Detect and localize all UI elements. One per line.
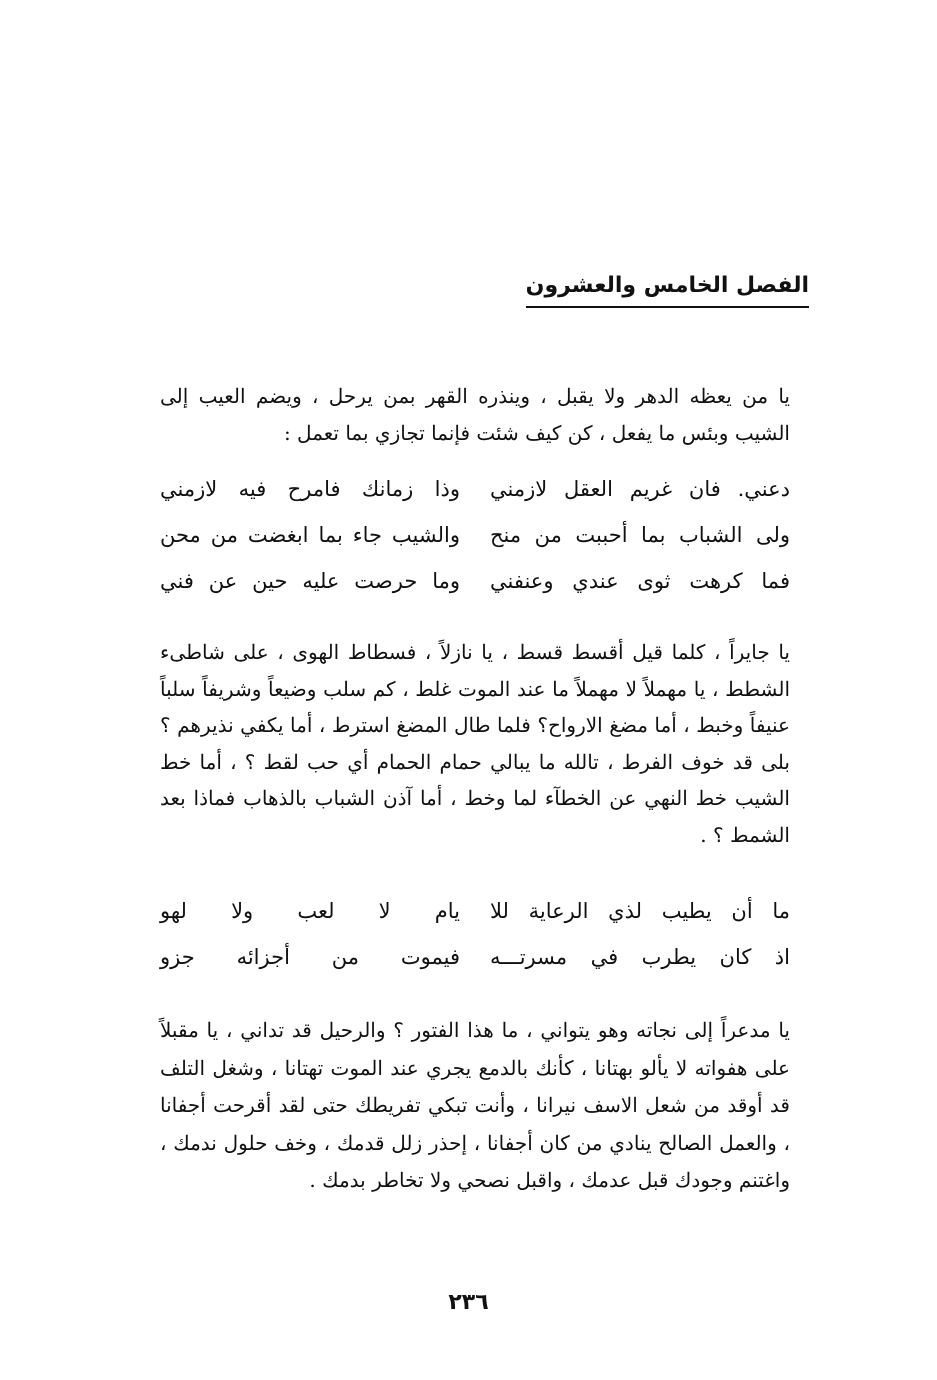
paragraph-1-text: يا من يعظه الدهر ولا يقبل ، وينذره القهر بمن يرحل ، ويضم العيب إلى الشيب وبئس ما يفعل ، كن كيف شئت فإنما تجازي بما تعمل : <box>160 384 790 445</box>
chapter-heading-block <box>526 268 809 308</box>
hemistich-second: يام لا لعب ولا لهو <box>160 899 460 923</box>
poem-2-verse-2 <box>160 934 790 980</box>
hemistich-second: وذا زمانك فامرح فيه لازمني <box>160 477 460 501</box>
hemistich-first: ما أن يطيب لذي الرعاية للا <box>490 899 790 923</box>
chapter-title: الفصل الخامس والعشرون <box>526 268 809 308</box>
poem-2 <box>160 888 790 980</box>
paragraph-1 <box>160 378 790 452</box>
poem-2-verse-1 <box>160 888 790 934</box>
paragraph-2 <box>160 634 790 853</box>
hemistich-first: فما كرهت ثوى عندي وعنفني <box>490 569 790 593</box>
poem-1 <box>160 466 790 604</box>
paragraph-3 <box>160 1012 790 1200</box>
poem-1-verse-3 <box>160 558 790 604</box>
page-number: ٢٣٦ <box>448 1290 489 1315</box>
poem-1-verse-2 <box>160 512 790 558</box>
hemistich-first: اذ كان يطرب في مسرتـــه <box>490 945 790 969</box>
paragraph-3-text: يا مدعراً إلى نجاته وهو يتواني ، ما هذا الفتور ؟ والرحيل قد تداني ، يا مقبلاً على هفواته لا يألو بهتانا ، كأنك بالدمع يجري عند الموت تهتانا ، وشغل التلف قد أوقد من شعل الاسف نيرانا ، وأنت تبكي تفريطك حتى لقد أقرحت أجفانا ، والعمل الصالح ينادي من كان أجفانا ، إحذر زلل قدمك ، وخف حلول ندمك ، واغتنم وجودك قبل عدمك ، واقبل نصحي ولا تخاطر بدمك . <box>160 1018 790 1192</box>
hemistich-first: ولى الشباب بما أحببت من منح <box>490 523 790 547</box>
hemistich-second: فيموت من أجزائه جزو <box>160 945 460 969</box>
poem-1-verse-1 <box>160 466 790 512</box>
hemistich-second: والشيب جاء بما ابغضت من محن <box>160 523 460 547</box>
paragraph-2-text: يا جايراً ، كلما قيل أقسط قسط ، يا نازلاً ، فسطاط الهوى ، على شاطىء الشطط ، يا مهملاً لا مهملاً ما عند الموت غلط ، كم سلب وضيعاً وشريفاً سلباً عنيفاً وخبط ، أما مضغ الارواح؟ فلما طال المضغ استرط ، أما يكفي نذيرهم ؟ بلى قد خوف الفرط ، تالله ما يبالي حمام الحمام أي حب لقط ؟ ، أما خط الشيب خط النهي عن الخطآء لما وخط ، أما آذن الشباب بالذهاب فماذا بعد الشمط ؟ . <box>160 640 790 847</box>
hemistich-first: دعني. فان غريم العقل لازمني <box>490 477 790 501</box>
hemistich-second: وما حرصت عليه حين عن فني <box>160 569 460 593</box>
